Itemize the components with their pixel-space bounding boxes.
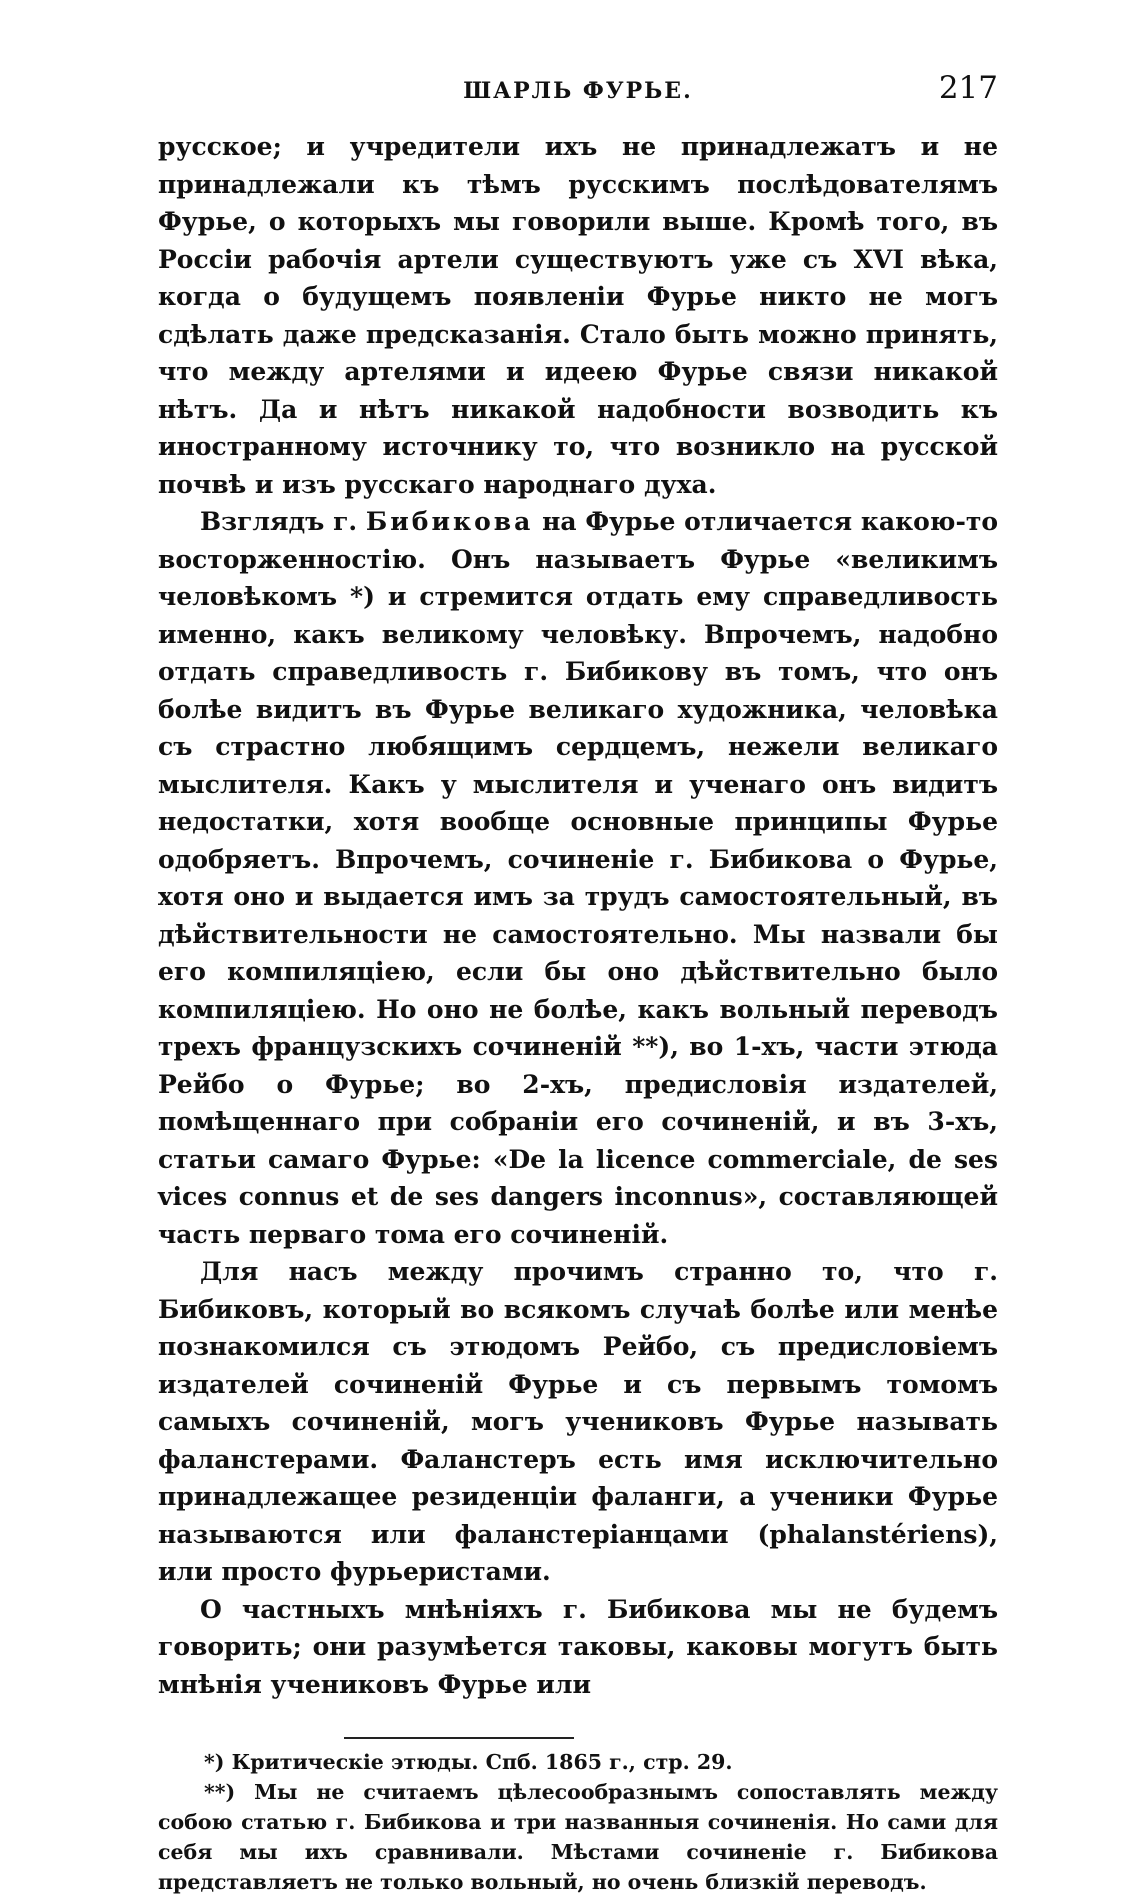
page-number: 217 bbox=[938, 70, 998, 106]
footnote-1 bbox=[158, 1747, 998, 1777]
paragraph-continuation: русское; и учредители ихъ не принадлежатъ и не принадлежали къ тѣмъ русскимъ послѣдователямъ Фурье, о которыхъ мы говорили выше. Кромѣ того, въ Россіи рабочія артели существуютъ уже съ XVI вѣка, когда о будущемъ появленіи Фурье никто не могъ сдѣлать даже предсказанія. Стало быть можно принять, что между артелями и идеею Фурье связи никакой нѣтъ. Да и нѣтъ никакой надобности возводить къ иностранному источнику то, что возникло на русской почвѣ и изъ русскаго народнаго духа. bbox=[158, 132, 998, 499]
footnote-marker: **) bbox=[204, 1780, 236, 1804]
paragraph-text: на Фурье отличается какою-то восторженностію. Онъ называетъ Фурье «великимъ человѣкомъ *) и стремится отдать ему справедливость именно, какъ великому человѣку. Впрочемъ, надобно отдать справедливость г. Бибикову въ томъ, что онъ болѣе видитъ въ Фурье великаго художника, человѣка съ страстно любящимъ сердцемъ, нежели великаго мыслителя. Какъ у мыслителя и ученаго онъ видитъ недостатки, хотя вообще основные принципы Фурье одобряетъ. Впрочемъ, сочиненіе г. Бибикова о Фурье, хотя оно и выдается имъ за трудъ самостоятельный, въ дѣйствительности не самостоятельно. Мы назвали бы его компиляціею, если бы оно дѣйствительно было компиляціею. Но оно не болѣе, какъ вольный переводъ трехъ французскихъ сочиненій **), во 1-хъ, части этюда Рейбо о Фурье; во 2-хъ, предисловія издателей, помѣщеннаго при собраніи его сочиненій, и въ 3-хъ, статьи самаго Фурье: «De la licence commerciale, de ses vices connus et de ses dangers inconnus», составляющей часть перваго тома его сочиненій. bbox=[158, 507, 998, 1249]
running-title: ШАРЛЬ ФУРЬЕ. bbox=[463, 78, 693, 104]
book-page bbox=[158, 70, 998, 1897]
footnote-text: Мы не считаемъ цѣлесообразнымъ сопоставлять между собою статью г. Бибикова и три названныя сочиненія. Но сами для себя мы ихъ сравнивали. Мѣстами сочиненіе г. Бибикова представляетъ не только вольный, но очень близкій переводъ. bbox=[158, 1780, 998, 1894]
footnote-marker: *) bbox=[204, 1750, 225, 1774]
paragraph-private-opinions: О частныхъ мнѣніяхъ г. Бибикова мы не будемъ говорить; они разумѣется таковы, каковы могутъ быть мнѣнія учениковъ Фурье или bbox=[158, 1594, 998, 1699]
footnote-divider bbox=[344, 1737, 574, 1739]
running-head bbox=[158, 70, 998, 116]
body-text bbox=[158, 128, 998, 1703]
footnote-text: Критическіе этюды. Спб. 1865 г., стр. 29. bbox=[231, 1750, 733, 1774]
paragraph-lead: Взглядъ г. bbox=[200, 507, 358, 536]
paragraph-bibikov-view bbox=[158, 503, 998, 1253]
footnotes bbox=[158, 1747, 998, 1897]
footnote-2 bbox=[158, 1777, 998, 1897]
paragraph-phalanstery: Для насъ между прочимъ странно то, что г. Бибиковъ, который во всякомъ случаѣ болѣе или менѣе познакомился съ этюдомъ Рейбо, съ предисловіемъ издателей сочиненій Фурье и съ первымъ томомъ самыхъ сочиненій, могъ учениковъ Фурье называть фаланстерами. Фаланстеръ есть имя исключительно принадлежащее резиденціи фаланги, а ученики Фурье называются или фаланстеріанцами (phalanstériens), или просто фурьеристами. bbox=[158, 1257, 998, 1586]
author-name-spaced: Бибикова bbox=[365, 507, 534, 536]
